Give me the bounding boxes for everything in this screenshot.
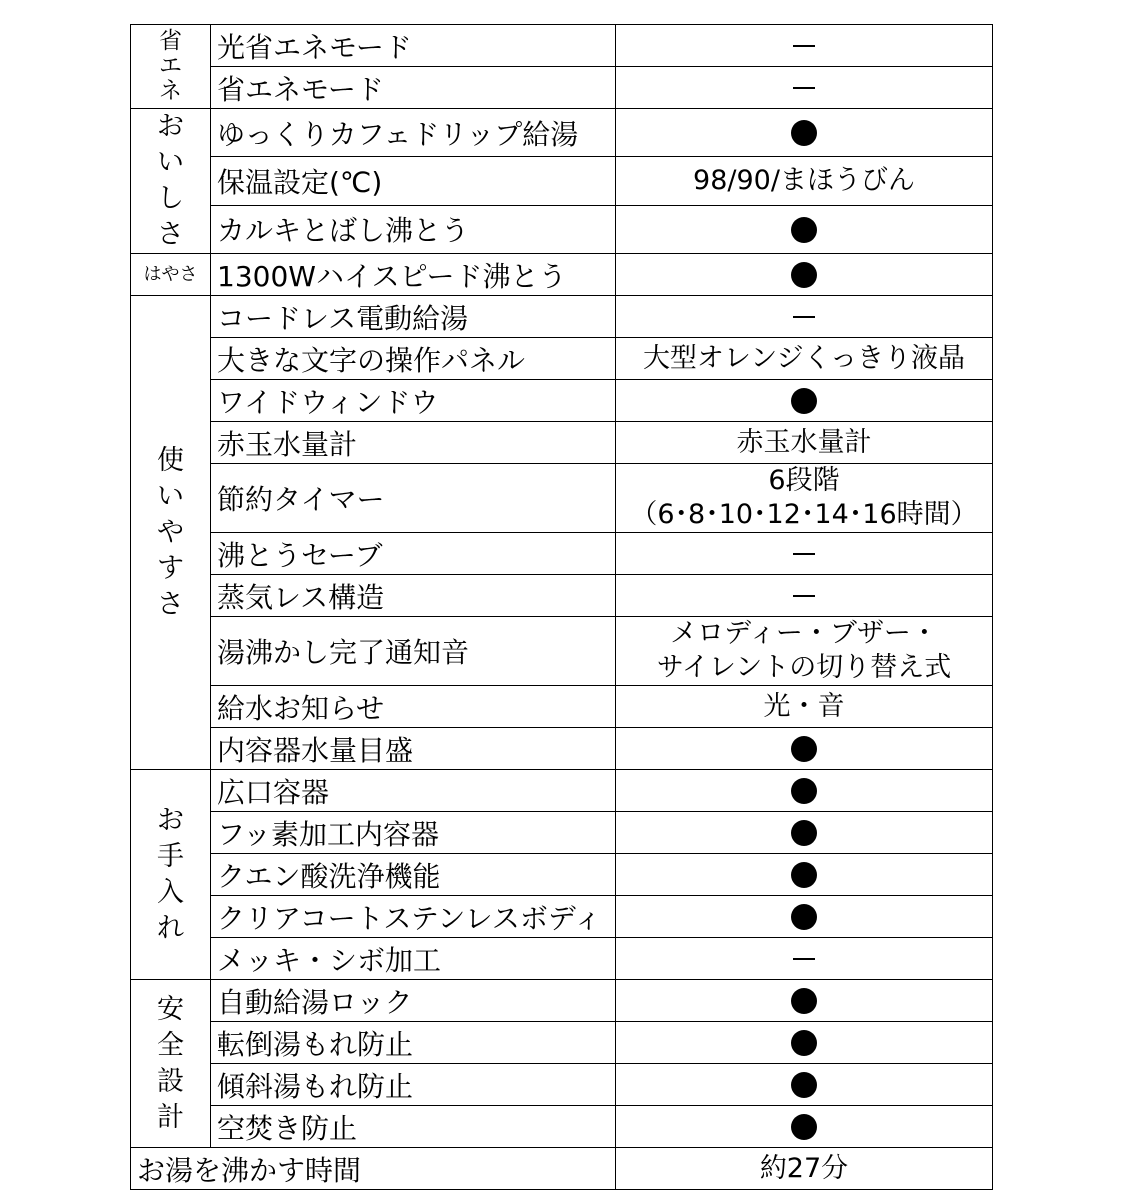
category-char: い: [157, 480, 184, 512]
value-line: 6段階: [768, 465, 840, 496]
category-char: し: [157, 183, 184, 214]
dash-icon: [793, 595, 815, 597]
dash-icon: [793, 45, 815, 47]
bullet-icon: [791, 1072, 817, 1098]
feature-name: 蒸気レス構造: [211, 575, 616, 617]
category-char: はやさ: [143, 264, 198, 285]
feature-value: [616, 1022, 993, 1064]
bullet-icon: [791, 262, 817, 288]
feature-value: [616, 205, 993, 253]
category-char: 計: [157, 1101, 184, 1133]
category-char: ネ: [159, 78, 182, 104]
spec-row: [131, 980, 993, 1022]
spec-row: [131, 728, 993, 770]
feature-name: ゆっくりカフェドリップ給湯: [211, 109, 616, 157]
spec-row: [131, 25, 993, 67]
bullet-icon: [791, 388, 817, 414]
feature-name: 自動給湯ロック: [211, 980, 616, 1022]
bullet-icon: [791, 120, 817, 146]
dash-icon: [793, 316, 815, 318]
category-char: お: [157, 804, 184, 836]
feature-value: 大型オレンジくっきり液晶: [616, 338, 993, 380]
spec-row: [131, 1106, 993, 1148]
spec-row: [131, 896, 993, 938]
feature-value: [616, 896, 993, 938]
bullet-icon: [791, 217, 817, 243]
footer-value: 約27分: [616, 1148, 993, 1190]
spec-row: [131, 296, 993, 338]
spec-row: [131, 1064, 993, 1106]
feature-value: [616, 854, 993, 896]
feature-value: [616, 67, 993, 109]
feature-value: [616, 25, 993, 67]
feature-name: 湯沸かし完了通知音: [211, 617, 616, 686]
spec-table: [130, 24, 993, 1190]
dash-icon: [793, 87, 815, 89]
feature-name: クリアコートステンレスボディ: [211, 896, 616, 938]
spec-row: [131, 617, 993, 686]
feature-name: 転倒湯もれ防止: [211, 1022, 616, 1064]
feature-value: 赤玉水量計: [616, 422, 993, 464]
spec-table-body: [131, 25, 993, 1190]
feature-value: [616, 254, 993, 296]
category-char: い: [157, 147, 184, 178]
bullet-icon: [791, 1030, 817, 1056]
feature-name: カルキとばし沸とう: [211, 205, 616, 253]
category-cell: [131, 770, 211, 980]
feature-name: クエン酸洗浄機能: [211, 854, 616, 896]
feature-value: [616, 464, 993, 533]
dash-icon: [793, 958, 815, 960]
category-char: 入: [157, 876, 184, 908]
feature-value: [616, 1064, 993, 1106]
spec-row: [131, 380, 993, 422]
feature-name: 節約タイマー: [211, 464, 616, 533]
feature-name: フッ素加工内容器: [211, 812, 616, 854]
feature-value: [616, 575, 993, 617]
spec-row: [131, 422, 993, 464]
category-char: す: [157, 552, 184, 584]
spec-row: [131, 338, 993, 380]
feature-name: ワイドウィンドウ: [211, 380, 616, 422]
bullet-icon: [791, 904, 817, 930]
spec-row: [131, 205, 993, 253]
feature-name: 給水お知らせ: [211, 686, 616, 728]
category-cell: [131, 980, 211, 1148]
value-line: サイレントの切り替え式: [656, 652, 952, 683]
feature-name: メッキ・シボ加工: [211, 938, 616, 980]
category-char: 使: [157, 444, 184, 476]
spec-row: [131, 254, 993, 296]
feature-value: [616, 533, 993, 575]
category-cell: [131, 296, 211, 770]
feature-name: 沸とうセーブ: [211, 533, 616, 575]
feature-value: 98/90/まほうびん: [616, 157, 993, 205]
feature-name: 省エネモード: [211, 67, 616, 109]
spec-row: [131, 67, 993, 109]
spec-row: [131, 464, 993, 533]
category-char: 設: [157, 1065, 184, 1097]
category-char: や: [157, 516, 184, 548]
feature-value: [616, 380, 993, 422]
category-cell: [131, 254, 211, 296]
category-char: 全: [157, 1029, 184, 1061]
feature-name: 広口容器: [211, 770, 616, 812]
feature-value: [616, 770, 993, 812]
bullet-icon: [791, 820, 817, 846]
spec-row: [131, 533, 993, 575]
feature-name: 保温設定(℃): [211, 157, 616, 205]
spec-row: [131, 575, 993, 617]
spec-row: [131, 854, 993, 896]
spec-row: [131, 1022, 993, 1064]
footer-row: [131, 1148, 993, 1190]
category-char: エ: [159, 53, 182, 79]
feature-value: [616, 980, 993, 1022]
feature-name: 傾斜湯もれ防止: [211, 1064, 616, 1106]
feature-value: [616, 296, 993, 338]
category-char: 手: [157, 840, 184, 872]
feature-name: 内容器水量目盛: [211, 728, 616, 770]
spec-row: [131, 109, 993, 157]
value-line: （6･8･10･12･14･16時間）: [630, 499, 978, 530]
spec-row: [131, 686, 993, 728]
feature-name: 大きな文字の操作パネル: [211, 338, 616, 380]
feature-value: [616, 728, 993, 770]
feature-name: コードレス電動給湯: [211, 296, 616, 338]
feature-name: 赤玉水量計: [211, 422, 616, 464]
footer-label: お湯を沸かす時間: [131, 1148, 616, 1190]
category-char: 安: [157, 993, 184, 1025]
category-char: れ: [157, 912, 184, 944]
bullet-icon: [791, 778, 817, 804]
spec-row: [131, 770, 993, 812]
feature-name: 光省エネモード: [211, 25, 616, 67]
feature-value: [616, 938, 993, 980]
category-cell: [131, 25, 211, 109]
category-char: お: [157, 111, 184, 142]
bullet-icon: [791, 736, 817, 762]
bullet-icon: [791, 1114, 817, 1140]
feature-name: 空焚き防止: [211, 1106, 616, 1148]
category-char: 省: [159, 28, 182, 54]
bullet-icon: [791, 988, 817, 1014]
value-line: メロディー・ブザー・: [670, 618, 938, 649]
feature-value: [616, 109, 993, 157]
category-cell: [131, 109, 211, 254]
category-char: さ: [157, 219, 184, 250]
feature-value: [616, 812, 993, 854]
spec-row: [131, 938, 993, 980]
spec-row: [131, 157, 993, 205]
feature-value: 光・音: [616, 686, 993, 728]
feature-value: [616, 1106, 993, 1148]
spec-row: [131, 812, 993, 854]
bullet-icon: [791, 862, 817, 888]
feature-name: 1300Wハイスピード沸とう: [211, 254, 616, 296]
feature-value: [616, 617, 993, 686]
category-char: さ: [157, 588, 184, 620]
dash-icon: [793, 553, 815, 555]
